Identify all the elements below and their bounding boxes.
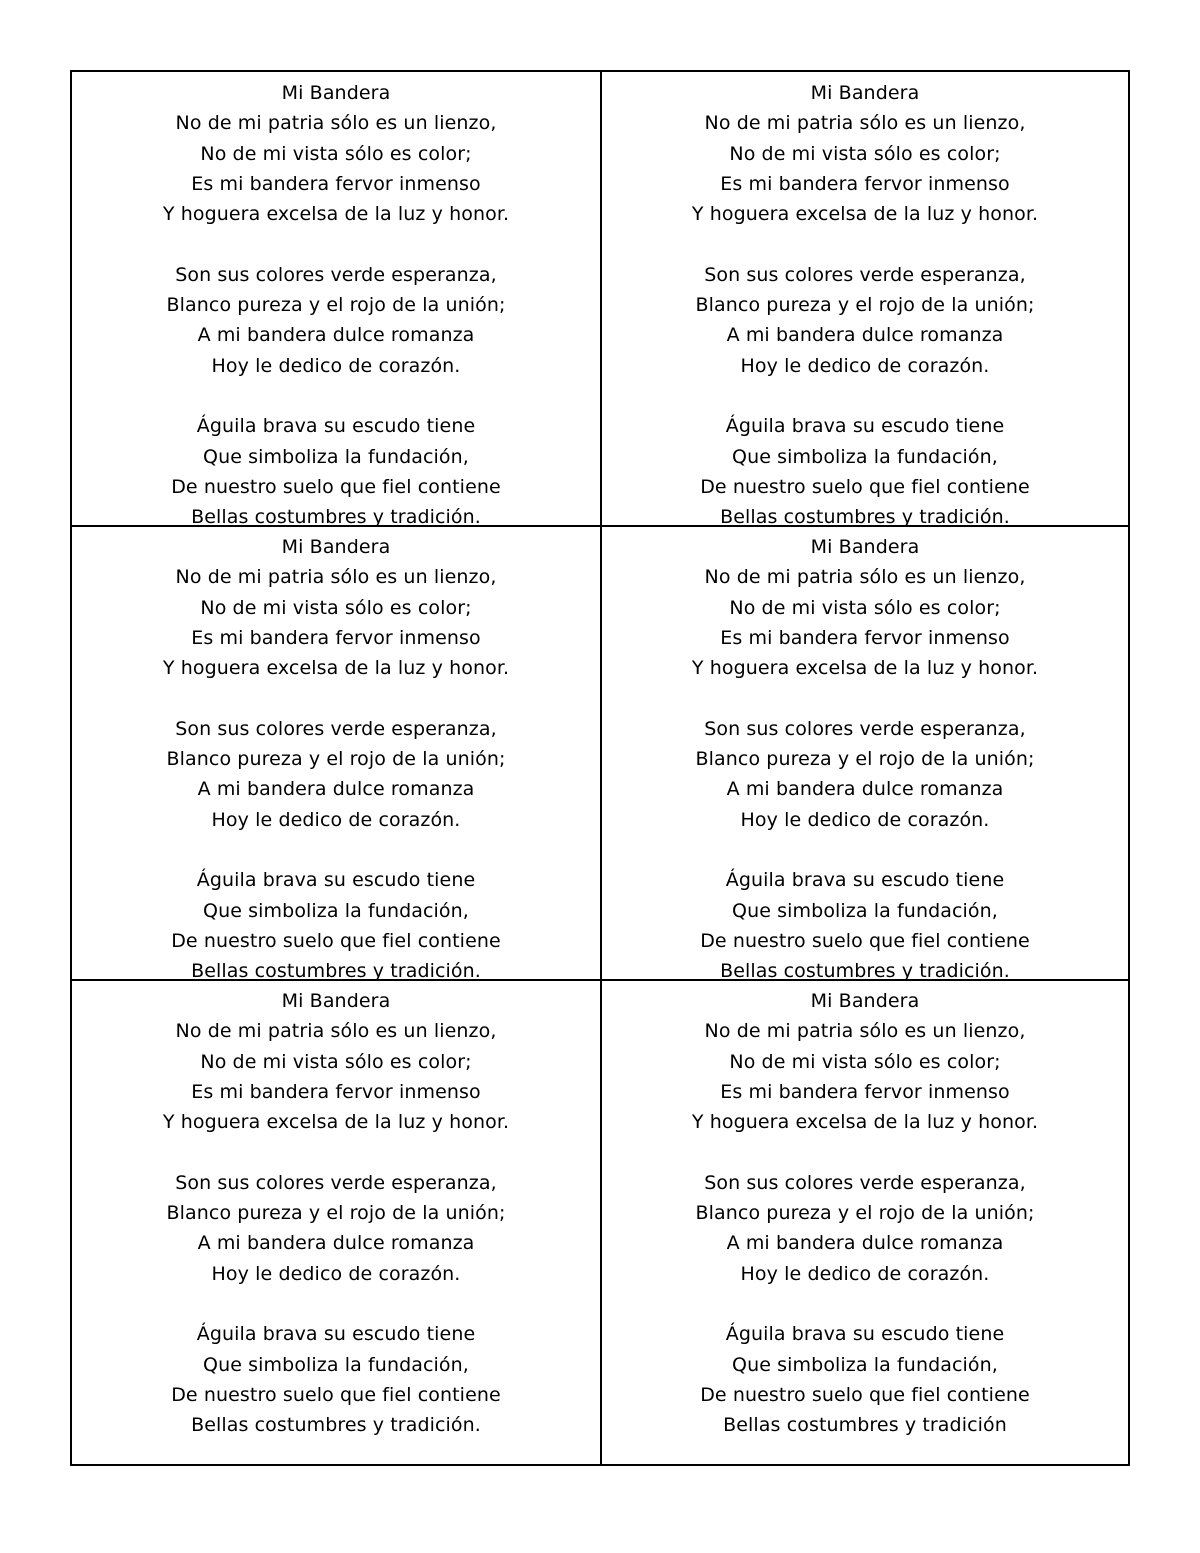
poem-verse-line: Águila brava su escudo tiene — [196, 869, 476, 892]
poem-verse-line: Bellas costumbres y tradición. — [191, 1414, 481, 1437]
poem-verse-line: Que simboliza la fundación, — [732, 445, 998, 468]
poem-verse-line: No de mi patria sólo es un lienzo, — [175, 566, 497, 589]
stanza-gap — [602, 1289, 1128, 1319]
poem-verse-line: Águila brava su escudo tiene — [196, 1323, 476, 1346]
poem-verse-line: Bellas costumbres y tradición. — [191, 506, 481, 529]
poem-verse-line: Es mi bandera fervor inmenso — [191, 1080, 481, 1103]
poem-verse-line: Que simboliza la fundación, — [203, 1353, 469, 1376]
poem-verse-line: Hoy le dedico de corazón. — [211, 1262, 461, 1285]
poem-title: Mi Bandera — [281, 82, 391, 104]
poem-verse-line: Que simboliza la fundación, — [203, 445, 469, 468]
poem-verse-line: Bellas costumbres y tradición — [723, 1414, 1007, 1437]
stanza-gap — [602, 381, 1128, 411]
poem-verse-line: A mi bandera dulce romanza — [726, 778, 1004, 801]
poem-verse-line: Águila brava su escudo tiene — [725, 1323, 1005, 1346]
poem-verse-line: No de mi vista sólo es color; — [729, 596, 1001, 619]
poem-verse-line: Son sus colores verde esperanza, — [175, 717, 497, 740]
stanza-gap — [602, 835, 1128, 865]
poem-verse-line: No de mi patria sólo es un lienzo, — [704, 1020, 1026, 1043]
poem-verse-line: De nuestro suelo que fiel contiene — [171, 929, 501, 952]
poem-verse-line: Blanco pureza y el rojo de la unión; — [695, 1202, 1035, 1225]
poem-card — [602, 76, 1128, 532]
poem-verse-line: Águila brava su escudo tiene — [725, 415, 1005, 438]
poem-verse-line: Blanco pureza y el rojo de la unión; — [695, 294, 1035, 317]
poem-verse-line: Hoy le dedico de corazón. — [740, 354, 990, 377]
poem-verse-line: No de mi vista sólo es color; — [200, 596, 472, 619]
poem-verse-line: Y hoguera excelsa de la luz y honor. — [162, 1111, 510, 1134]
poem-card — [602, 530, 1128, 986]
poem-verse-line: Son sus colores verde esperanza, — [704, 1171, 1026, 1194]
poem-verse-line: Águila brava su escudo tiene — [196, 415, 476, 438]
stanza-gap — [602, 229, 1128, 259]
poem-verse-line: Y hoguera excelsa de la luz y honor. — [691, 1111, 1039, 1134]
poem-verse-line: Que simboliza la fundación, — [732, 899, 998, 922]
poem-card-grid — [70, 70, 1130, 1466]
poem-verse-line: De nuestro suelo que fiel contiene — [171, 1383, 501, 1406]
poem-verse-line: Y hoguera excelsa de la luz y honor. — [691, 657, 1039, 680]
poem-verse-line: Y hoguera excelsa de la luz y honor. — [162, 203, 510, 226]
poem-verse-line: De nuestro suelo que fiel contiene — [700, 1383, 1030, 1406]
poem-verse-line: De nuestro suelo que fiel contiene — [700, 475, 1030, 498]
poem-card — [72, 984, 600, 1440]
poem-verse-line: Bellas costumbres y tradición. — [720, 960, 1010, 983]
poem-verse-line: No de mi patria sólo es un lienzo, — [175, 1020, 497, 1043]
stanza-gap — [72, 381, 600, 411]
poem-verse-line: No de mi vista sólo es color; — [200, 142, 472, 165]
poem-verse-line: Blanco pureza y el rojo de la unión; — [166, 294, 506, 317]
poem-card — [602, 984, 1128, 1440]
stanza-gap — [72, 1289, 600, 1319]
stanza-gap — [602, 683, 1128, 713]
poem-title: Mi Bandera — [810, 82, 920, 104]
poem-verse-line: No de mi vista sólo es color; — [729, 1050, 1001, 1073]
poem-verse-line: Es mi bandera fervor inmenso — [720, 172, 1010, 195]
poem-verse-line: De nuestro suelo que fiel contiene — [171, 475, 501, 498]
poem-verse-line: No de mi patria sólo es un lienzo, — [704, 566, 1026, 589]
poem-verse-line: Hoy le dedico de corazón. — [211, 354, 461, 377]
poem-verse-line: A mi bandera dulce romanza — [726, 324, 1004, 347]
poem-verse-line: Es mi bandera fervor inmenso — [720, 626, 1010, 649]
stanza-gap — [72, 835, 600, 865]
poem-verse-line: A mi bandera dulce romanza — [726, 1232, 1004, 1255]
poem-title: Mi Bandera — [810, 536, 920, 558]
poem-verse-line: Hoy le dedico de corazón. — [740, 1262, 990, 1285]
poem-verse-line: Son sus colores verde esperanza, — [704, 263, 1026, 286]
poem-verse-line: Bellas costumbres y tradición. — [191, 960, 481, 983]
poem-card — [72, 530, 600, 986]
poem-verse-line: Hoy le dedico de corazón. — [211, 808, 461, 831]
stanza-gap — [72, 1137, 600, 1167]
poem-verse-line: No de mi patria sólo es un lienzo, — [175, 112, 497, 135]
poem-verse-line: De nuestro suelo que fiel contiene — [700, 929, 1030, 952]
poem-verse-line: Son sus colores verde esperanza, — [175, 263, 497, 286]
poem-verse-line: Que simboliza la fundación, — [732, 1353, 998, 1376]
poem-verse-line: A mi bandera dulce romanza — [197, 324, 475, 347]
poem-verse-line: Blanco pureza y el rojo de la unión; — [166, 1202, 506, 1225]
poem-verse-line: Blanco pureza y el rojo de la unión; — [695, 748, 1035, 771]
poem-title: Mi Bandera — [281, 990, 391, 1012]
stanza-gap — [602, 1137, 1128, 1167]
poem-verse-line: A mi bandera dulce romanza — [197, 778, 475, 801]
poem-verse-line: Bellas costumbres y tradición. — [720, 506, 1010, 529]
poem-verse-line: No de mi vista sólo es color; — [729, 142, 1001, 165]
stanza-gap — [72, 229, 600, 259]
poem-verse-line: Y hoguera excelsa de la luz y honor. — [691, 203, 1039, 226]
poem-verse-line: A mi bandera dulce romanza — [197, 1232, 475, 1255]
poem-verse-line: Es mi bandera fervor inmenso — [720, 1080, 1010, 1103]
poem-verse-line: Es mi bandera fervor inmenso — [191, 626, 481, 649]
poem-card — [72, 76, 600, 532]
poem-verse-line: Y hoguera excelsa de la luz y honor. — [162, 657, 510, 680]
poem-verse-line: Que simboliza la fundación, — [203, 899, 469, 922]
poem-verse-line: Son sus colores verde esperanza, — [704, 717, 1026, 740]
poem-title: Mi Bandera — [281, 536, 391, 558]
poem-verse-line: Es mi bandera fervor inmenso — [191, 172, 481, 195]
poem-title: Mi Bandera — [810, 990, 920, 1012]
poem-verse-line: No de mi vista sólo es color; — [200, 1050, 472, 1073]
stanza-gap — [72, 683, 600, 713]
poem-verse-line: Son sus colores verde esperanza, — [175, 1171, 497, 1194]
poem-verse-line: No de mi patria sólo es un lienzo, — [704, 112, 1026, 135]
poem-verse-line: Águila brava su escudo tiene — [725, 869, 1005, 892]
poem-verse-line: Hoy le dedico de corazón. — [740, 808, 990, 831]
poem-verse-line: Blanco pureza y el rojo de la unión; — [166, 748, 506, 771]
